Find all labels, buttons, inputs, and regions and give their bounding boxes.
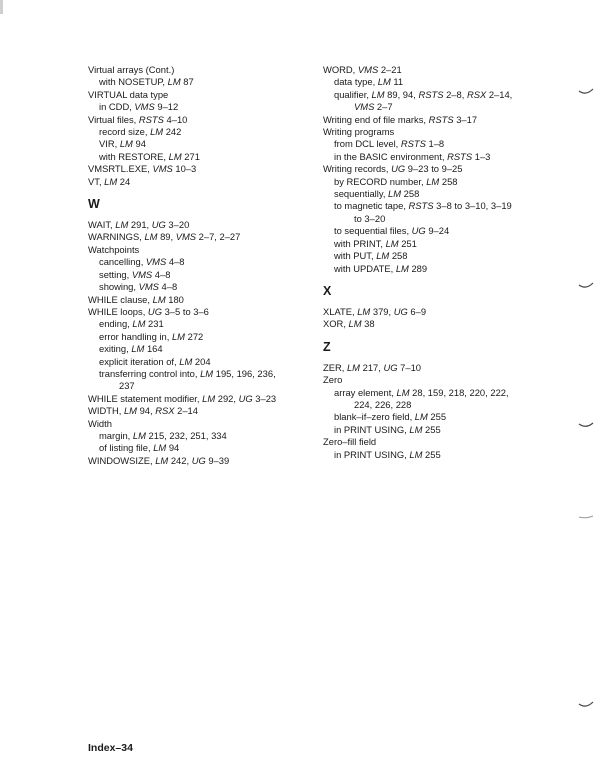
manual-abbreviation: VMS [175,231,197,243]
manual-abbreviation: RSX [466,88,487,100]
entry-text: 255 [422,448,441,460]
manual-abbreviation: RSTS [447,150,473,162]
manual-abbreviation: LM [348,318,362,330]
entry-text: in the BASIC environment, [334,150,448,162]
manual-abbreviation: LM [119,138,133,150]
index-subentry [323,176,541,188]
manual-abbreviation: LM [167,76,181,88]
entry-text: exiting, [99,343,132,355]
entry-text: WHILE statement modifier, [88,392,203,404]
entry-text: 379, [370,305,394,317]
entry-text: 2–7 [374,101,393,113]
manual-abbreviation: UG [238,392,253,404]
index-subentry [323,188,541,200]
entry-text: showing, [99,281,139,293]
manual-abbreviation: UG [393,305,408,317]
manual-abbreviation: LM [132,318,146,330]
index-entry [88,114,303,126]
manual-abbreviation: RSX [155,405,175,417]
index-subentry [88,76,303,88]
entry-text: data type, [334,76,378,88]
manual-abbreviation: LM [115,219,129,231]
index-subentry [323,138,541,150]
entry-text: setting, [99,268,132,280]
index-subentry [88,269,303,281]
index-entry [88,455,303,467]
index-subentry [88,256,303,268]
index-subentry [88,380,303,392]
manual-abbreviation: LM [395,262,409,274]
entry-text: 258 [401,188,420,200]
manual-abbreviation: LM [346,361,360,373]
manual-abbreviation: LM [376,250,390,262]
index-entry [323,362,541,374]
manual-abbreviation: UG [151,219,166,231]
entry-text: 289 [408,262,428,274]
index-subentry [88,343,303,355]
index-entry [323,126,541,138]
manual-abbreviation: LM [388,188,402,200]
entry-text: 87 [180,76,194,88]
binding-hole-mark [578,87,594,95]
manual-abbreviation: LM [179,355,193,367]
index-entry [323,163,541,175]
index-entry [88,163,303,175]
manual-abbreviation: LM [202,392,216,404]
entry-text: 255 [422,423,441,435]
entry-text: 217, [360,361,384,373]
entry-text: 2–21 [378,64,402,75]
entry-text: WIDTH, [88,405,124,417]
index-entry [323,64,541,76]
entry-text: 4–8 [166,256,185,268]
entry-text: Writing records, [323,163,392,175]
manual-abbreviation: RSTS [428,113,454,125]
index-entry [88,418,303,430]
entry-text: 94 [166,442,180,454]
index-column-right [323,64,541,461]
index-entry [323,374,541,386]
entry-text: 89, 94, [384,88,419,100]
index-entry [88,306,303,318]
binding-hole-mark [578,513,594,521]
entry-text: blank–if–zero field, [334,411,415,423]
index-entry [88,231,303,243]
entry-text: 255 [427,411,447,423]
index-subentry [323,387,541,399]
entry-text: WHILE loops, [88,305,148,317]
manual-abbreviation: RSTS [400,138,426,150]
entry-text: VMSRTL.EXE, [88,163,153,175]
entry-text: 4–8 [152,268,171,280]
index-entry [323,436,541,448]
index-entry [88,405,303,417]
entry-text: record size, [99,126,151,138]
entry-text: 4–10 [163,113,188,125]
entry-text: 94, [136,405,156,417]
entry-text: Virtual arrays (Cont.) [88,64,175,75]
entry-text: 3–8 to 3–10, 3–19 [433,200,512,212]
manual-abbreviation: UG [411,225,426,237]
manual-abbreviation: VMS [138,281,159,293]
section-letter-heading: W [88,197,100,212]
entry-text: WORD, [323,64,358,75]
entry-text: of listing file, [99,442,154,454]
entry-text: to sequential files, [334,225,412,237]
index-subentry [323,263,541,275]
entry-text: 291, [128,219,152,231]
index-entry [88,89,303,101]
manual-abbreviation: VMS [145,256,167,268]
index-column-left [88,64,303,467]
entry-text: Zero [323,374,343,386]
entry-text: XLATE, [323,305,358,317]
index-subentry [323,411,541,423]
entry-text: 38 [361,318,375,330]
index-subentry [88,331,303,343]
entry-text: 3–23 [252,392,277,404]
entry-text: qualifier, [334,88,372,100]
index-entry [88,244,303,256]
index-subentry [323,399,541,411]
entry-text: 251 [398,237,417,249]
manual-abbreviation: LM [171,330,185,342]
entry-text: 242 [163,126,182,138]
entry-text: with PRINT, [334,237,386,249]
entry-text: 94 [132,138,146,150]
entry-text: 9–23 to 9–25 [405,163,463,175]
binding-hole-mark [578,700,594,708]
manual-abbreviation: LM [123,405,137,417]
entry-text: in CDD, [99,101,135,113]
entry-text: VT, [88,175,105,187]
manual-abbreviation: LM [168,150,182,162]
entry-text: from DCL level, [334,138,401,150]
index-subentry [323,89,541,101]
entry-text: VIR, [99,138,120,150]
entry-text: cancelling, [99,256,146,268]
manual-abbreviation: UG [383,361,398,373]
entry-text: 2–14 [174,405,198,417]
index-subentry [88,318,303,330]
entry-text: sequentially, [334,188,389,200]
manual-abbreviation: LM [200,367,214,379]
index-subentry [88,281,303,293]
entry-text: 11 [390,76,404,88]
index-subentry [88,126,303,138]
entry-text: 1–8 [425,138,445,150]
manual-abbreviation: LM [409,448,423,460]
entry-text: in PRINT USING, [334,448,410,460]
manual-abbreviation: LM [409,423,423,435]
index-subentry [88,442,303,454]
manual-abbreviation: UG [391,163,406,175]
section-letter-heading: X [323,283,332,298]
entry-text: ending, [99,318,133,330]
entry-text: explicit iteration of, [99,355,180,367]
entry-text: to 3–20 [354,212,386,224]
entry-text: XOR, [323,318,349,330]
index-subentry [323,151,541,163]
index-entry [323,306,541,318]
entry-text: 271 [181,150,200,162]
index-subentry [88,151,303,163]
entry-text: Zero–fill field [323,436,377,448]
entry-text: Watchpoints [88,243,140,255]
index-entry [323,114,541,126]
entry-text: Writing end of file marks, [323,113,429,125]
entry-text: Writing programs [323,126,395,138]
index-subentry [323,449,541,461]
entry-text: 10–3 [172,163,197,175]
entry-text: 4–8 [158,281,178,293]
index-subentry [88,430,303,442]
manual-abbreviation: LM [131,343,145,355]
entry-text: 9–12 [154,101,179,113]
index-entry [88,219,303,231]
entry-text: 258 [389,250,408,262]
manual-abbreviation: RSTS [408,200,434,212]
manual-abbreviation: LM [385,237,399,249]
manual-abbreviation: LM [414,411,428,423]
index-subentry [323,225,541,237]
section-letter-heading: Z [323,339,331,354]
entry-text: 292, [215,392,239,404]
manual-abbreviation: VMS [152,163,173,175]
index-entry [323,318,541,330]
index-subentry [88,368,303,380]
manual-abbreviation: LM [155,454,169,466]
entry-text: with NOSETUP, [99,76,168,88]
index-subentry [88,356,303,368]
entry-text: WAIT, [88,219,116,231]
entry-text: 258 [439,175,458,187]
binding-hole-mark [578,421,594,429]
index-entry [88,176,303,188]
entry-text: 3–17 [453,113,478,125]
index-subentry [323,200,541,212]
entry-text: 2–14, [486,88,513,100]
index-subentry [323,101,541,113]
entry-text: 24 [117,175,131,187]
manual-abbreviation: UG [191,454,206,466]
index-subentry [88,101,303,113]
entry-text: with RESTORE, [99,150,169,162]
manual-abbreviation: LM [150,126,164,138]
page-number-footer: Index–34 [88,742,133,754]
entry-text: 204 [192,355,211,367]
entry-text: 215, 232, 251, 334 [145,429,227,441]
index-subentry [323,213,541,225]
index-subentry [323,76,541,88]
entry-text: margin, [99,429,133,441]
entry-text: 1–3 [472,150,491,162]
entry-text: 28, 159, 218, 220, 222, [409,386,509,398]
index-entry [88,64,303,76]
entry-text: error handling in, [99,330,172,342]
entry-text: 164 [144,343,163,355]
manual-abbreviation: LM [132,429,146,441]
manual-abbreviation: LM [104,175,118,187]
entry-text: 9–39 [205,454,230,466]
manual-abbreviation: VMS [354,101,375,113]
entry-text: 195, 196, 236, [213,367,276,379]
manual-abbreviation: RSTS [418,88,444,100]
entry-text: with UPDATE, [334,262,396,274]
manual-abbreviation: VMS [357,64,379,75]
index-entry [88,393,303,405]
manual-abbreviation: LM [357,305,371,317]
manual-abbreviation: LM [144,231,158,243]
entry-text: WARNINGS, [88,231,145,243]
entry-text: with PUT, [334,250,377,262]
manual-abbreviation: LM [153,442,167,454]
manual-abbreviation: VMS [134,101,155,113]
entry-text: 231 [145,318,164,330]
entry-text: 3–20 [165,219,190,231]
entry-text: array element, [334,386,397,398]
index-entry [88,294,303,306]
manual-abbreviation: LM [426,175,440,187]
manual-abbreviation: LM [377,76,391,88]
left-edge-scan-mark [0,0,3,14]
entry-text: to magnetic tape, [334,200,409,212]
manual-abbreviation: LM [152,293,166,305]
entry-text: Width [88,417,112,429]
manual-abbreviation: UG [147,305,162,317]
entry-text: 6–9 [407,305,427,317]
entry-text: 2–8, [443,88,467,100]
entry-text: 9–24 [425,225,450,237]
entry-text: transferring control into, [99,367,201,379]
entry-text: Virtual files, [88,113,139,125]
manual-abbreviation: LM [396,386,410,398]
entry-text: 89, [157,231,176,243]
entry-text: 272 [185,330,204,342]
index-subentry [323,424,541,436]
manual-abbreviation: LM [371,88,385,100]
entry-text: 180 [165,293,184,305]
entry-text: in PRINT USING, [334,423,410,435]
entry-text: ZER, [323,361,347,373]
entry-text: 7–10 [397,361,421,373]
entry-text: WHILE clause, [88,293,153,305]
entry-text: 242, [168,454,192,466]
entry-text: 2–7, 2–27 [196,231,241,243]
manual-abbreviation: VMS [131,268,153,280]
index-subentry [323,238,541,250]
entry-text: VIRTUAL data type [88,88,169,100]
entry-text: 224, 226, 228 [354,398,412,410]
entry-text: 237 [119,380,135,392]
entry-text: 3–5 to 3–6 [161,305,209,317]
binding-hole-mark [578,281,594,289]
index-subentry [323,250,541,262]
index-subentry [88,138,303,150]
entry-text: by RECORD number, [334,175,427,187]
entry-text: WINDOWSIZE, [88,454,156,466]
manual-abbreviation: RSTS [138,113,164,125]
